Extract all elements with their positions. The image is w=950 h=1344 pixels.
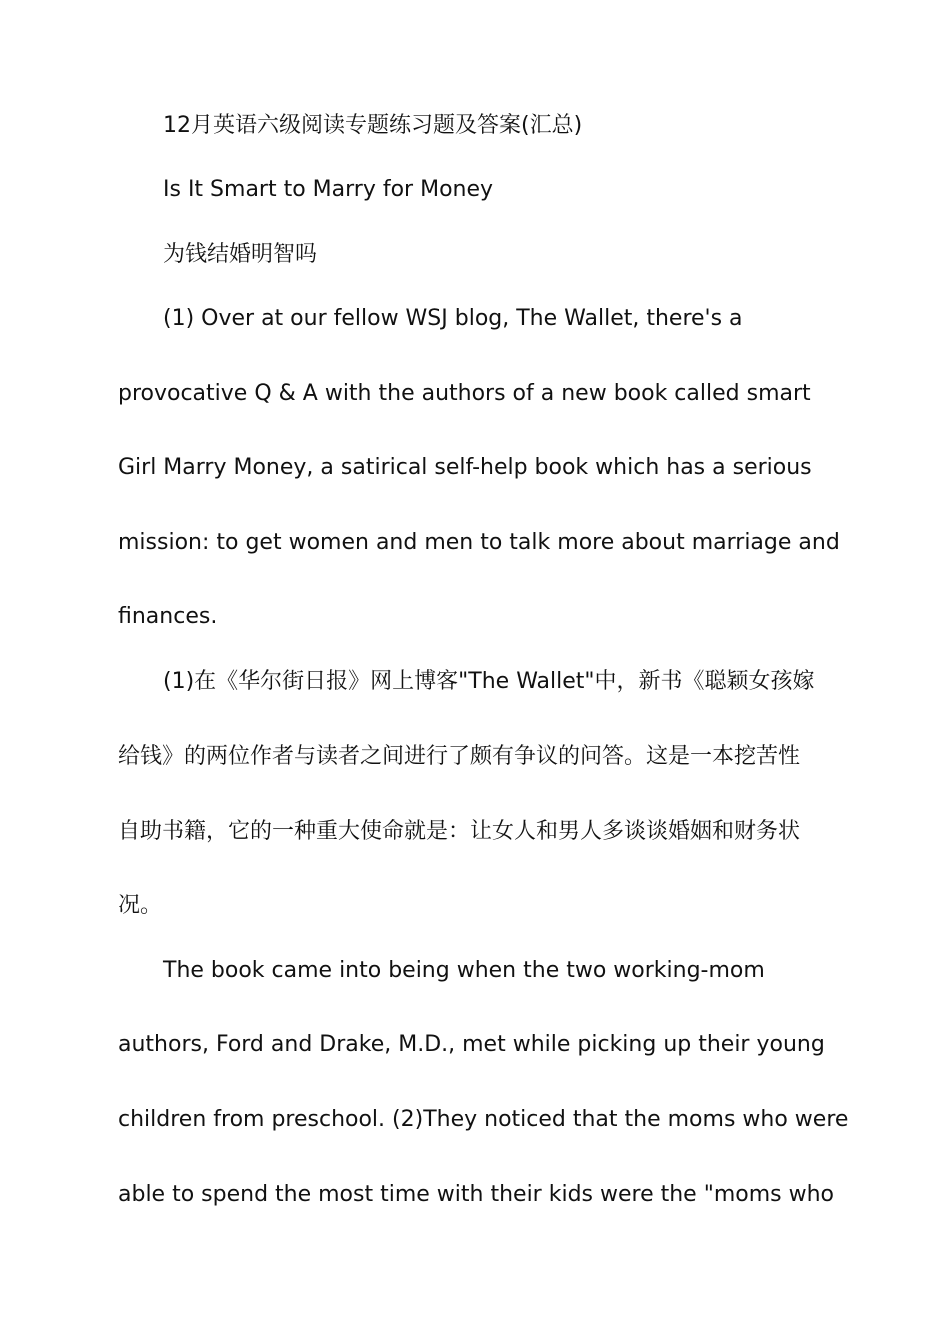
paragraph1-en-line: (1) Over at our fellow WSJ blog, The Wallet, there's a bbox=[163, 306, 743, 331]
document-title: 12月英语六级阅读专题练习题及答案(汇总) bbox=[163, 113, 583, 138]
paragraph1-en-line: Girl Marry Money, a satirical self-help book which has a serious bbox=[118, 455, 812, 480]
paragraph1-zh-line: (1)在《华尔街日报》网上博客"The Wallet"中，新书《聪颖女孩嫁 bbox=[163, 669, 815, 694]
paragraph1-en-line: mission: to get women and men to talk more about marriage and bbox=[118, 530, 840, 555]
paragraph1-en-line: provocative Q & A with the authors of a new book called smart bbox=[118, 381, 811, 406]
paragraph1-zh-line: 自助书籍，它的一种重大使命就是：让女人和男人多谈谈婚姻和财务状 bbox=[118, 819, 801, 844]
article-title-en: Is It Smart to Marry for Money bbox=[163, 177, 494, 202]
paragraph1-zh-line: 给钱》的两位作者与读者之间进行了颇有争议的问答。这是一本挖苦性 bbox=[118, 744, 801, 769]
paragraph1-zh-line: 况。 bbox=[118, 893, 163, 918]
paragraph1-en-line: finances. bbox=[118, 604, 218, 629]
paragraph2-en-line: The book came into being when the two working-mom bbox=[163, 958, 765, 983]
paragraph2-en-line: authors, Ford and Drake, M.D., met while picking up their young bbox=[118, 1032, 825, 1057]
paragraph2-en-line: able to spend the most time with their kids were the "moms who bbox=[118, 1182, 834, 1207]
paragraph2-en-line: children from preschool. (2)They noticed that the moms who were bbox=[118, 1107, 849, 1132]
article-title-zh: 为钱结婚明智吗 bbox=[163, 242, 318, 267]
